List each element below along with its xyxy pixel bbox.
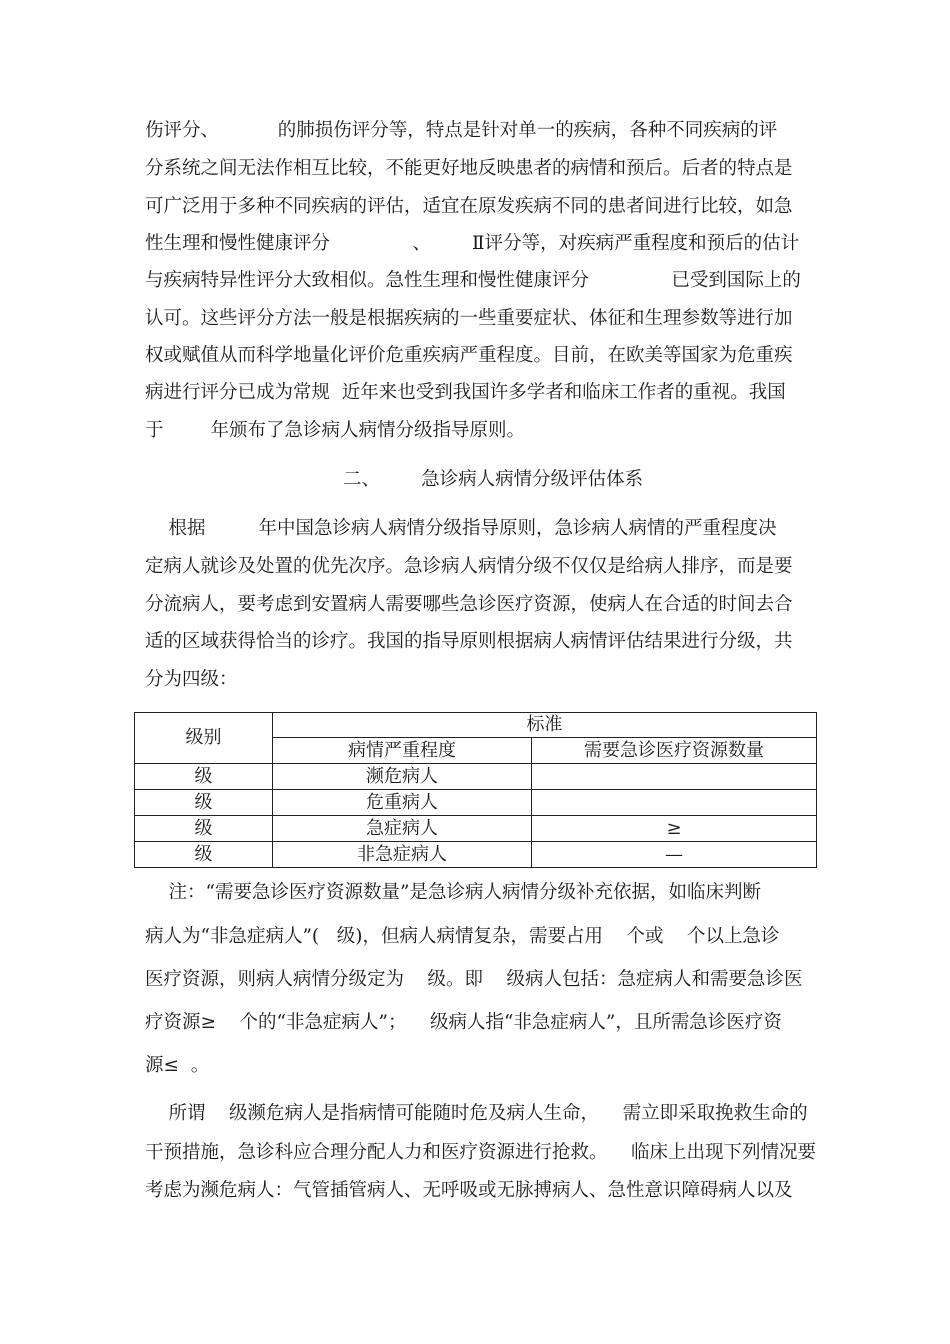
level-cell: 级 [135, 764, 273, 790]
severity-cell: 危重病人 [273, 790, 532, 816]
text-line: 认可。这些评分方法一般是根据疾病的一些重要症状、体征和生理参数等进行加 [145, 308, 793, 329]
text-line: 伤评分、 的肺损伤评分等，特点是针对单一的疾病，各种不同疾病的评 [145, 120, 778, 141]
text-line: 病人为“非急症病人”( 级)，但病人病情复杂，需要占用 个或 个以上急诊 [145, 926, 780, 947]
text-line: 于 年颁布了急诊病人病情分级指导原则。 [145, 420, 526, 441]
text-line: 性生理和慢性健康评分 、 Ⅱ评分等，对疾病严重程度和预后的估计 [145, 233, 800, 254]
resources-cell [532, 790, 817, 816]
text-line: 权或赋值从而科学地量化评价危重疾病严重程度。目前，在欧美等国家为危重疾 [145, 345, 793, 366]
text-line: 医疗资源，则病人病情分级定为 级。即 级病人包括：急症病人和需要急诊医 [145, 969, 803, 990]
resources-cell: ≥ [532, 816, 817, 842]
severity-cell: 濒危病人 [273, 764, 532, 790]
text-line: 分为四级： [145, 669, 238, 690]
text-line: 适的区域获得恰当的诊疗。我国的指导原则根据病人病情评估结果进行分级，共 [145, 631, 793, 652]
header-severity: 病情严重程度 [273, 738, 532, 764]
header-level: 级别 [135, 713, 273, 764]
table-row [135, 790, 817, 816]
header-standard: 标准 [273, 713, 817, 738]
resources-cell: — [532, 842, 817, 868]
text-line: 病进行评分已成为常规 近年来也受到我国许多学者和临床工作者的重视。我国 [145, 382, 786, 403]
text-line: 所谓 级濒危病人是指病情可能随时危及病人生命， 需立即采取挽救生命的 [145, 1103, 808, 1124]
text-line: 源≤ 。 [145, 1055, 210, 1076]
severity-cell: 非急症病人 [273, 842, 532, 868]
text-line: 分系统之间无法作相互比较，不能更好地反映患者的病情和预后。后者的特点是 [145, 158, 793, 179]
text-line: 分流病人，要考虑到安置病人需要哪些急诊医疗资源，使病人在合适的时间去合 [145, 594, 793, 615]
text-line: 可广泛用于多种不同疾病的评估，适宜在原发疾病不同的患者间进行比较，如急 [145, 196, 793, 217]
severity-cell: 急症病人 [273, 816, 532, 842]
text-line: 考虑为濒危病人：气管插管病人、无呼吸或无脉搏病人、急性意识障碍病人以及 [145, 1180, 793, 1201]
table-row [135, 764, 817, 790]
header-resources: 需要急诊医疗资源数量 [532, 738, 817, 764]
text-line: 定病人就诊及处置的优先次序。急诊病人病情分级不仅仅是给病人排序，而是要 [145, 556, 793, 577]
text-line: 与疾病特异性评分大致相似。急性生理和慢性健康评分 已受到国际上的 [145, 270, 801, 291]
resources-cell [532, 764, 817, 790]
level-cell: 级 [135, 816, 273, 842]
text-line: 疗资源≥ 个的“非急症病人”； 级病人指“非急症病人”，且所需急诊医疗资 [145, 1012, 782, 1033]
table-row [135, 842, 817, 868]
text-line: 注：“需要急诊医疗资源数量”是急诊病人病情分级补充依据，如临床判断 [145, 882, 761, 903]
section-heading: 二、 急诊病人病情分级评估体系 [343, 469, 644, 490]
level-cell: 级 [135, 842, 273, 868]
triage-level-table [134, 712, 817, 868]
table-row [135, 816, 817, 842]
text-line: 干预措施，急诊科应合理分配人力和医疗资源进行抢救。 临床上出现下列情况要 [145, 1142, 817, 1163]
level-cell: 级 [135, 790, 273, 816]
text-line: 根据 年中国急诊病人病情分级指导原则，急诊病人病情的严重程度决 [145, 518, 777, 539]
